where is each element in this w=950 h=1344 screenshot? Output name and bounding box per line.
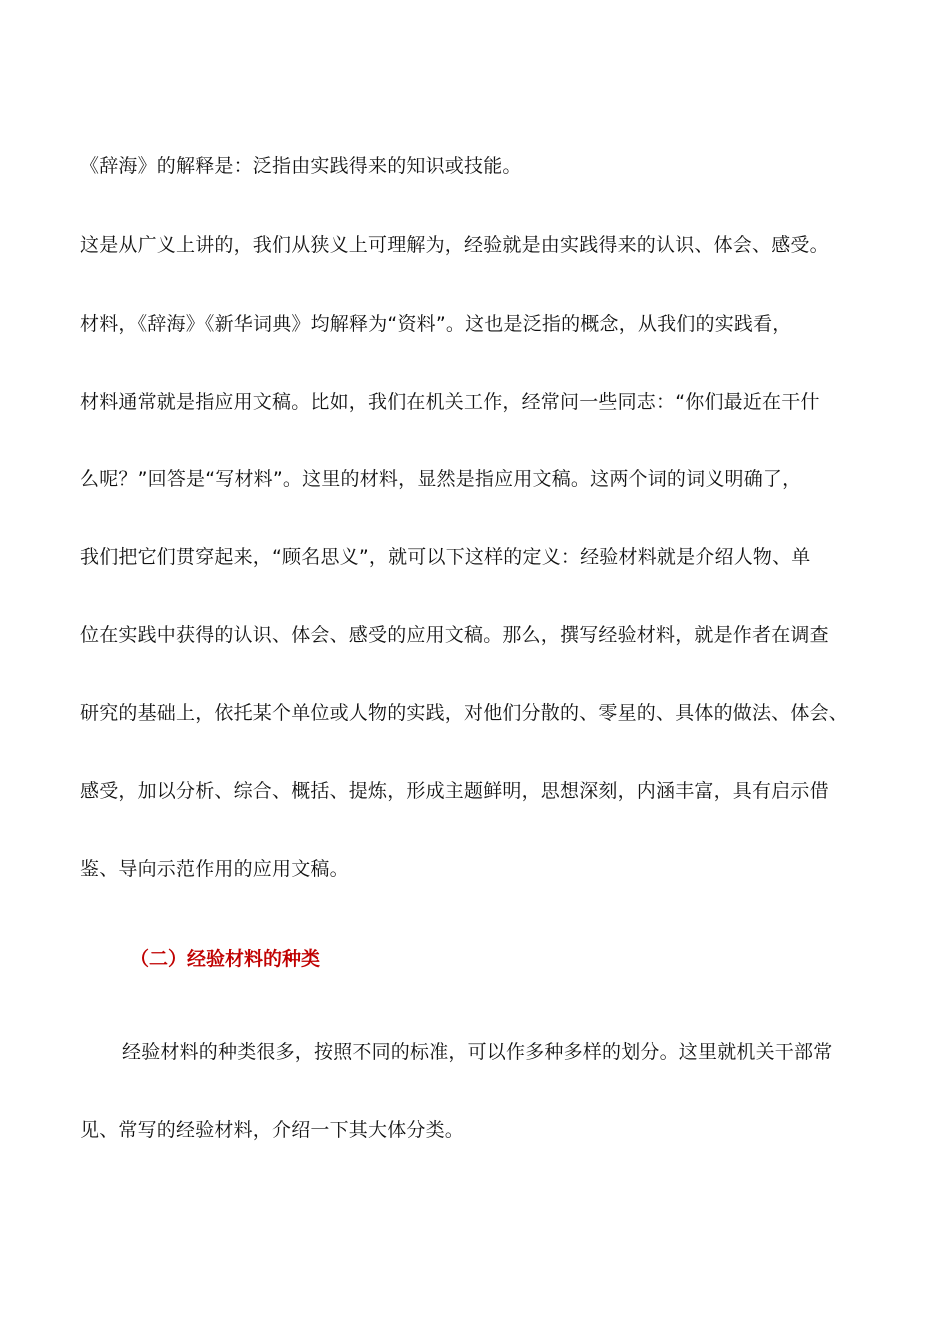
paragraph-line: 见、常写的经验材料，介绍一下其大体分类。 bbox=[80, 1119, 465, 1141]
paragraph-line: 鉴、导向示范作用的应用文稿。 bbox=[80, 858, 349, 880]
paragraph-line: 研究的基础上，依托某个单位或人物的实践，对他们分散的、零星的、具体的做法、体会、 bbox=[80, 702, 849, 724]
section-heading: （二）经验材料的种类 bbox=[130, 948, 321, 970]
paragraph-line: 么呢？”回答是“写材料”。这里的材料，显然是指应用文稿。这两个词的词义明确了， bbox=[80, 468, 802, 490]
paragraph-line: 经验材料的种类很多，按照不同的标准，可以作多种多样的划分。这里就机关干部常 bbox=[122, 1041, 833, 1063]
paragraph-line: 材料通常就是指应用文稿。比如，我们在机关工作，经常问一些同志：“你们最近在干什 bbox=[80, 391, 820, 413]
paragraph-line: 我们把它们贯穿起来，“顾名思义”，就可以下这样的定义：经验材料就是介绍人物、单 bbox=[80, 546, 811, 568]
paragraph-line: 这是从广义上讲的，我们从狭义上可理解为，经验就是由实践得来的认识、体会、感受。 bbox=[80, 234, 829, 256]
paragraph-line: 位在实践中获得的认识、体会、感受的应用文稿。那么，撰写经验材料，就是作者在调查 bbox=[80, 624, 829, 646]
paragraph-line: 感受，加以分析、综合、概括、提炼，形成主题鲜明，思想深刻，内涵丰富，具有启示借 bbox=[80, 780, 829, 802]
paragraph-line: 材料，《辞海》《新华词典》均解释为“资料”。这也是泛指的概念，从我们的实践看， bbox=[80, 313, 792, 335]
paragraph-line: 《辞海》的解释是：泛指由实践得来的知识或技能。 bbox=[80, 155, 522, 177]
